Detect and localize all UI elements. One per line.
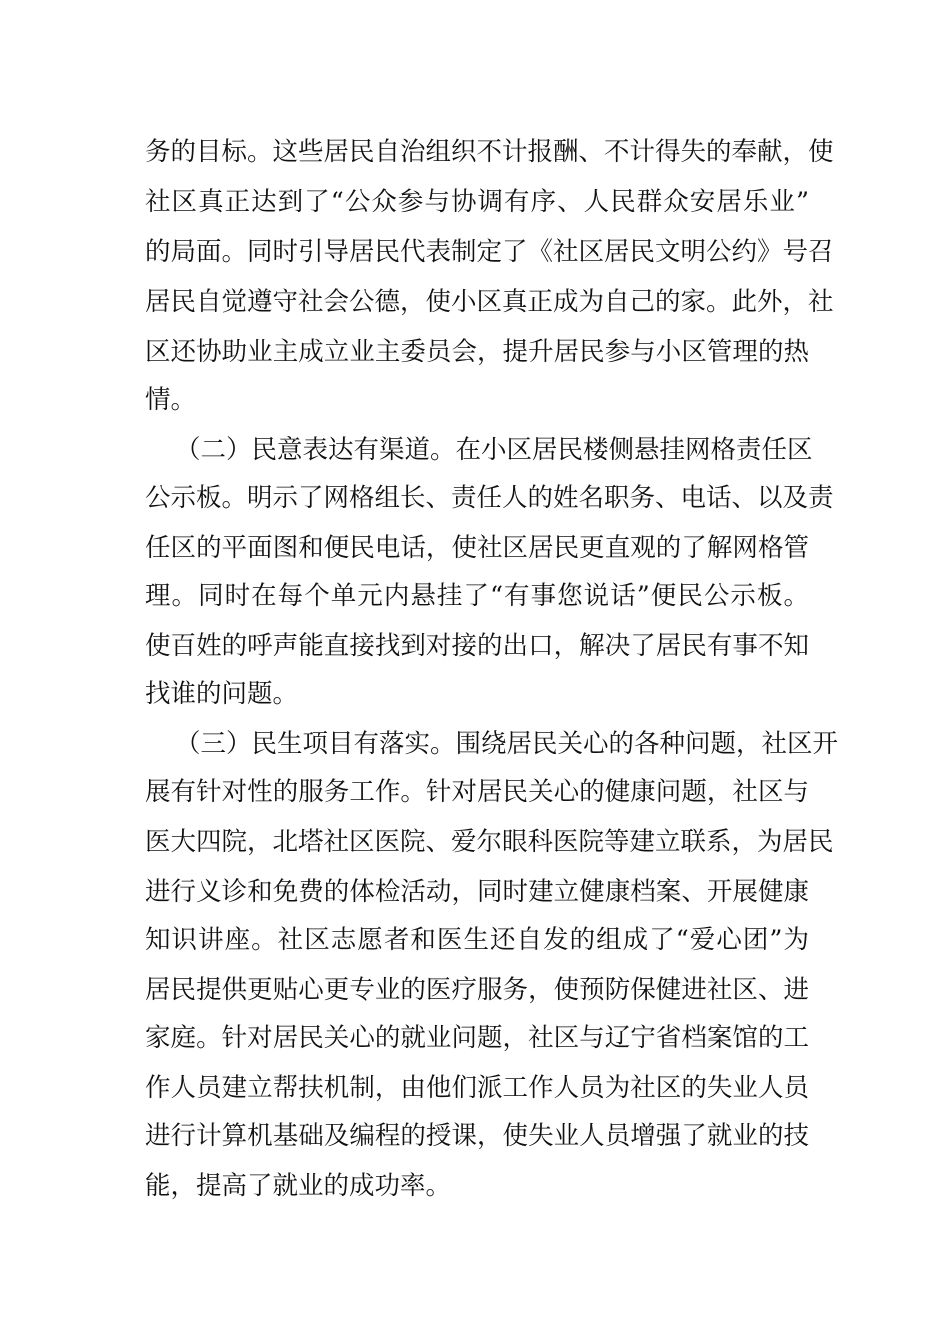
text-line: 进行计算机基础及编程的授课，使失业人员增强了就业的技: [145, 1121, 809, 1151]
text-line: 社区真正达到了“公众参与协调有序、人民群众安居乐业”: [145, 187, 809, 217]
text-line: 能，提高了就业的成功率。: [145, 1171, 452, 1201]
text-line: 情。: [145, 385, 197, 415]
text-line: 务的目标。这些居民自治组织不计报酬、不计得失的奉献，使: [145, 137, 834, 167]
text-line: 进行义诊和免费的体检活动，同时建立健康档案、开展健康: [145, 877, 809, 907]
section-heading-line: （二）民意表达有渠道。在小区居民楼侧悬挂网格责任区: [175, 435, 813, 465]
text-line: 家庭。针对居民关心的就业问题，社区与辽宁省档案馆的工: [145, 1023, 809, 1053]
text-line: 知识讲座。社区志愿者和医生还自发的组成了“爱心团”为: [145, 925, 809, 955]
section-heading-line: （三）民生项目有落实。围绕居民关心的各种问题，社区开: [175, 729, 839, 759]
text-line: 居民提供更贴心更专业的医疗服务，使预防保健进社区、进: [145, 975, 809, 1005]
text-line: 使百姓的呼声能直接找到对接的出口，解决了居民有事不知: [145, 631, 809, 661]
text-line: 展有针对性的服务工作。针对居民关心的健康问题，社区与: [145, 777, 809, 807]
text-line: 理。同时在每个单元内悬挂了“有事您说话”便民公示板。: [145, 581, 809, 611]
text-line: 区还协助业主成立业主委员会，提升居民参与小区管理的热: [145, 337, 809, 367]
text-line: 医大四院，北塔社区医院、爱尔眼科医院等建立联系，为居民: [145, 827, 834, 857]
text-line: 任区的平面图和便民电话，使社区居民更直观的了解网格管: [145, 533, 809, 563]
text-line: 居民自觉遵守社会公德，使小区真正成为自己的家。此外，社: [145, 287, 834, 317]
text-line: 作人员建立帮扶机制，由他们派工作人员为社区的失业人员: [145, 1073, 809, 1103]
text-line: 公示板。明示了网格组长、责任人的姓名职务、电话、以及责: [145, 483, 834, 513]
text-line: 找谁的问题。: [145, 679, 299, 709]
text-line: 的局面。同时引导居民代表制定了《社区居民文明公约》号召: [145, 237, 834, 267]
